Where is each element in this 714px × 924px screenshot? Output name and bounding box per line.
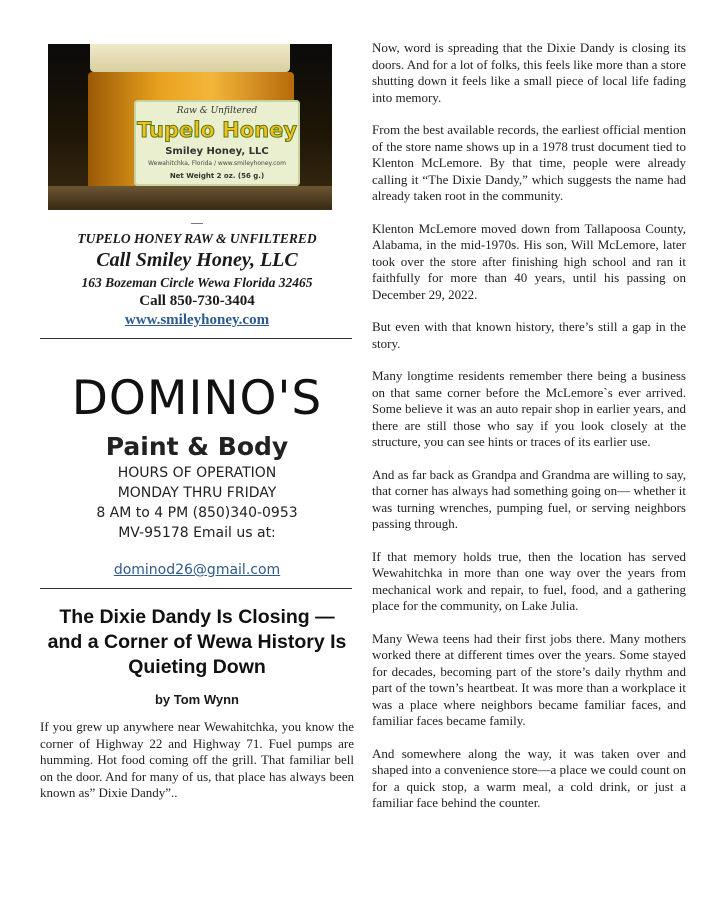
honey-ad-tagline: TUPELO HONEY RAW & UNFILTERED — [77, 231, 317, 246]
jar-label-raw: Raw & Unfiltered — [176, 106, 258, 116]
honey-jar-label — [134, 100, 300, 186]
domino-ad-days: MONDAY THRU FRIDAY — [117, 485, 277, 501]
honey-ad-call: Call Smiley Honey, LLC — [96, 249, 298, 271]
domino-ad-email-link[interactable]: dominod26@gmail.com — [113, 562, 281, 578]
domino-ad-subtitle: Paint & Body — [105, 432, 289, 461]
jar-label-tupelo: Tupelo Honey — [136, 118, 298, 142]
article-paragraph: If you grew up anywhere near Wewahitchka, you know the corner of Highway 22 and Highway 71. Fuel pumps are humming. Hot food coming off the grill. That familiar bell on the door. And for many of us, that place has always been known as” Dixie Dandy”.. — [40, 719, 354, 800]
article-paragraph: If that memory holds true, then the location has served Wewahitchka in more than one way over the years from mechanical work and repair, to fuel, food, and a gathering place for the community, on Lake Julia. — [372, 548, 686, 613]
left-column — [40, 44, 354, 802]
domino-ad-hours-title: HOURS OF OPERATION — [117, 465, 277, 481]
domino-ad-hours: 8 AM to 4 PM (850)340-0953 — [96, 505, 298, 521]
article-paragraph: And as far back as Grandpa and Grandma are willing to say, that corner has always had something going on— whether it was turning wrenches, pumping fuel, or serving neighbors passing through. — [372, 466, 686, 531]
article-paragraph: From the best available records, the earliest official mention of the store name shows up in a 1978 trust document tied to Klenton McLemore. By that time, people were already calling it “The Dixie Dandy,” which suggests the name had already taken root in the community. — [372, 122, 686, 203]
honey-jar-lid — [90, 44, 290, 72]
honey-ad-website-link[interactable]: www.smileyhoney.com — [124, 312, 270, 328]
article-paragraph: Now, word is spreading that the Dixie Dandy is closing its doors. And for a lot of folks, this feels like more than a store shutting down it feels like a small piece of local life fading into memory. — [372, 40, 686, 105]
honey-ad-phone: Call 850-730-3404 — [139, 293, 255, 309]
article-paragraph: Many longtime residents remember there being a business on that same corner before the McLemore`s ever arrived. Some believe it was an auto repair shop in earlier years, and there are still those who say if you look closely at the structure, you can see hints or traces of its earlier use. — [372, 368, 686, 449]
article-paragraph: But even with that known history, there’s still a gap in the story. — [372, 319, 686, 351]
divider — [40, 588, 352, 589]
article-headline: The Dixie Dandy Is Closing — and a Corner of Wewa History Is Quieting Down — [47, 606, 347, 678]
wooden-table — [48, 186, 332, 210]
jar-label-address: Wewahitchka, Florida / www.smileyhoney.com — [148, 160, 286, 167]
article-byline: by Tom Wynn — [154, 692, 240, 707]
divider — [40, 338, 352, 339]
article-paragraph: Klenton McLemore moved down from Tallapoosa County, Alabama, in the mid-1970s. His son, Will McLemore, later took over the store after finishing high school and ran it faithfully for more than 40 years, until his passing on December 29, 2022. — [372, 220, 686, 302]
jar-label-company: Smiley Honey, LLC — [165, 146, 269, 157]
domino-ad-name: DOMINO'S — [71, 371, 323, 426]
domino-ad-license: MV-95178 Email us at: — [118, 525, 276, 541]
ad-dash: — — [191, 215, 203, 229]
article-paragraph: Many Wewa teens had their first jobs there. Many mothers worked there at different times over the years. Some stayed for decades, becoming part of the store’s daily rhythm and part of the town’s heartbeat. It was more than a workplace it was a place where neighbors became familiar faces, and familiar faces became family. — [372, 630, 686, 728]
jar-label-weight: Net Weight 2 oz. (56 g.) — [169, 172, 265, 180]
honey-jar-photo — [48, 44, 332, 210]
honey-ad-address: 163 Bozeman Circle Wewa Florida 32465 — [81, 275, 313, 290]
article-paragraph: And somewhere along the way, it was taken over and shaped into a convenience store—a place we could count on for a quick stop, a warm meal, a cold drink, or just a familiar face behind the counter. — [372, 745, 686, 810]
right-column — [372, 40, 686, 828]
